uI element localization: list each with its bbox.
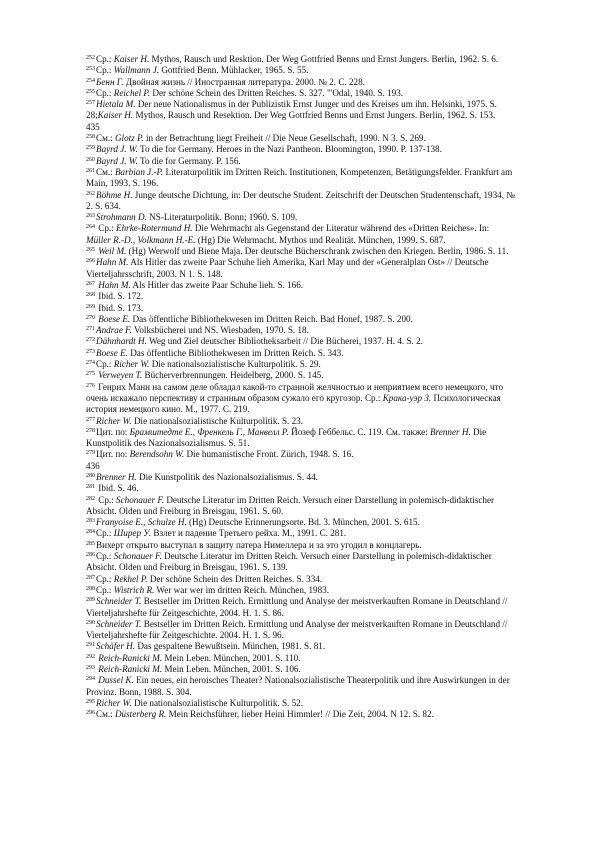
footnote	[86, 223, 516, 246]
footnote-number: 279	[86, 450, 95, 457]
footnote-number: 288	[86, 585, 95, 592]
footnote-text: Mein Reichsführer, lieber Heini Himmler! // Die Zeit, 2004. N 12. S. 82.	[166, 709, 434, 720]
footnote-text: Das gespaltene Bewußtsein. München, 1981. S. 81.	[135, 641, 326, 652]
footnote-number: 268	[86, 292, 95, 299]
footnote-author: Brenner H.	[430, 426, 471, 437]
footnote-text: Das öffentliche Bibliothekwesen im Dritten Reich. Bad Honef, 1987. S. 200.	[130, 313, 413, 324]
footnote	[86, 416, 516, 427]
footnote-number: 258	[86, 134, 95, 141]
footnote-number: 281	[86, 484, 95, 491]
footnote-number: 264	[86, 224, 95, 231]
footnote	[86, 348, 516, 359]
footnote	[86, 212, 516, 223]
footnote	[86, 653, 516, 664]
footnote-text: NS-Literaturpolitik. Bonn; 1960. S. 109.	[146, 212, 298, 223]
footnote-author: Wistrich R.	[113, 584, 155, 595]
footnote-author: Boese E.	[98, 313, 131, 324]
footnote-text: Bücherverbrennungen. Heidelberg, 2000. S. 145.	[142, 370, 324, 381]
footnote-text: Deutsche Literatur im Dritten Reich. Versuch einer Darstellung in polemisch-didaktischer Absicht. Olden und Freiburg in Breisgau, 1961. S. 60.	[86, 494, 495, 516]
footnote-author: Glotz P.	[114, 133, 144, 144]
footnote-author: Schneider T.	[96, 596, 142, 607]
footnote	[86, 280, 516, 291]
footnote	[86, 291, 516, 302]
footnote-number: 255	[86, 88, 95, 95]
footnote-text: Als Hitler das zweite Paar Schuhe lieh. S. 166.	[130, 279, 304, 290]
footnote-author: Ширер У.	[113, 528, 152, 539]
footnote-prefix: См.:	[96, 709, 115, 720]
footnote-number: 277	[86, 416, 95, 423]
footnote-text: Die nationalsozialistische Kulturpolitik. S. 52.	[131, 697, 303, 708]
footnote-prefix: Цит. по:	[96, 426, 130, 437]
footnote-text: Mein Leben. München, 2001. S. 106.	[162, 664, 301, 675]
footnote-text: Ein neues, ein heroisches Theater? Nationalsozialistische Theaterpolitik und ihre Auswirkungen in der Provinz. Bonn, 1988. S. 304.	[86, 675, 510, 697]
footnote-author: Hietala M.	[96, 99, 136, 110]
footnote-number: 286	[86, 552, 95, 559]
footnote-text: in der Betrachtung liegt Freiheit // Die Neue Gesellschaft, 1990. N 3. S. 269.	[143, 133, 426, 144]
footnote-number: 282	[86, 495, 95, 502]
footnote	[86, 99, 516, 122]
footnote-number: 285	[86, 540, 95, 547]
footnote-author: Düsterberg R.	[114, 709, 167, 720]
footnote-number: 273	[86, 348, 95, 355]
footnote-author: Dussel K.	[98, 675, 134, 686]
footnote-text: Die Kunstpolitik des Nazionalsozialismus. S. 44.	[136, 471, 318, 482]
footnote-author: Boese E.	[96, 347, 128, 358]
footnote-author: Schäfer H.	[96, 641, 136, 652]
footnote	[86, 427, 516, 450]
footnote-number: 289	[86, 597, 95, 604]
footnote-number: 252	[86, 55, 95, 61]
footnote-text: Психологическая история немецкого кино. М., 1977. С. 219.	[86, 392, 501, 415]
footnote	[86, 54, 516, 65]
footnote-number: 259	[86, 145, 95, 152]
footnote-text: Mythos, Rausch und Resktion. Der Weg Gottfried Benns und Ernst Jungers. Berlin, 1962. S. 6.	[149, 54, 499, 64]
footnote-number: 253	[86, 66, 95, 73]
footnote	[86, 167, 516, 190]
footnote-author: Berendsohn W.	[129, 449, 185, 460]
footnote-author: Böhme H.	[96, 189, 133, 200]
footnote-number: 293	[86, 665, 95, 672]
footnote-number: 272	[86, 337, 95, 344]
footnote-author: Крака-уэр З.	[382, 392, 432, 403]
footnote-text: Mythos, Rausch und Resektion. Der Weg Gottfried Benns und Ernst Jungers. Berlin, 1962. S. 153.	[133, 110, 496, 121]
footnote	[86, 528, 516, 539]
footnote-text: Mein Leben. München, 2001. S. 110.	[162, 652, 301, 663]
footnote	[86, 65, 516, 76]
footnote-number: 275	[86, 371, 95, 378]
footnote-prefix: Ср.:	[96, 528, 114, 539]
footnote-number: 278	[86, 427, 95, 434]
footnote-text: (Hg) Deutsche Erinnerungsorte. Bd. 3. München, 2001. S. 615.	[186, 517, 420, 528]
footnote-prefix: Ibid. S. 46.	[96, 483, 139, 494]
footnote-prefix: Ср.:	[96, 494, 117, 505]
footnote-text: Der schöne Schein des Dritten Reiches. S. 327. "'Odal, 1940. S. 193.	[150, 87, 404, 98]
footnote-text: Der schöne Schein des Dritten Reiches. S. 334.	[147, 573, 323, 584]
page-number: 435	[86, 121, 100, 132]
footnote-number: 291	[86, 642, 95, 649]
footnote-prefix: Ср.:	[96, 54, 114, 64]
footnote-number: 263	[86, 213, 95, 220]
footnote-prefix: См.:	[96, 133, 115, 144]
footnote	[86, 495, 516, 518]
footnote	[86, 483, 516, 494]
footnote-prefix: Цит. по:	[96, 449, 130, 460]
footnote-prefix: Ср.:	[96, 584, 114, 595]
footnote	[86, 359, 516, 370]
footnote-number: 261	[86, 167, 95, 174]
footnote	[86, 574, 516, 585]
footnote	[86, 257, 516, 280]
footnote-author: Rekhel P.	[113, 573, 148, 584]
footnote	[86, 449, 516, 460]
footnote	[86, 144, 516, 155]
footnote-author: Verweyen T.	[98, 370, 143, 381]
footnote	[86, 472, 516, 483]
footnote-text: Die nationalsozialistische Kulturpolitik. S. 29.	[149, 359, 321, 370]
footnote-text: Die Kunstpolitik des Nazionalsozialismus. S. 51.	[86, 426, 487, 449]
footnote	[86, 382, 516, 416]
footnote-text: Literaturpolitik im Dritten Reich. Institutionen, Kompetenzen, Betätigungsfelder. Frankfurt am Main, 1993. S. 196.	[86, 166, 513, 189]
footnote-author: Брамштедте Е., Френкель Г., Манвелл Р.	[129, 426, 289, 437]
footnote	[86, 551, 516, 574]
footnote-text: Der neue Nationalismus in der Publizistik Ernst Junger und des Kreises um ihn. Helsinki, 1975. S. 28;	[86, 99, 497, 121]
footnote-text: Двойная жизнь // Иностранная литература. 2000. № 2. С. 228.	[123, 76, 365, 87]
footnote-number: 276	[86, 382, 95, 389]
footnote	[86, 246, 516, 257]
footnote	[86, 517, 516, 528]
footnote-author: Schneider T.	[96, 618, 142, 629]
footnote-text: Gottfried Benn. Mühlacker, 1965. S. 55.	[159, 65, 309, 76]
footnote-text: Volksbücherei und NS. Wiesbaden, 1970. S. 18.	[131, 325, 309, 336]
footnote	[86, 133, 516, 144]
footnote-number: 266	[86, 258, 95, 265]
footnote-number: 260	[86, 156, 95, 163]
footnote	[86, 698, 516, 709]
footnote-text: (Hg) Werwolf und Biene Maja. Der deutsche Bücherschrank zwischen den Kriegen. Berlin, 1986. S. 11.	[126, 246, 509, 257]
footnote	[86, 77, 516, 88]
footnote-author: Schonauer F.	[116, 494, 165, 505]
footnote	[86, 370, 516, 381]
footnote-number: 290	[86, 619, 95, 626]
footnote	[86, 325, 516, 336]
footnote	[86, 303, 516, 314]
footnote	[86, 619, 516, 642]
footnote-prefix: Ibid. S. 173.	[96, 302, 144, 313]
footnote-number: 254	[86, 77, 95, 84]
footnote-text: (Hg) Die Wehrmacht. Mythos und Realität. München, 1999. S. 687.	[195, 234, 446, 245]
footnote-prefix: Ср.:	[96, 65, 114, 76]
footnote-author: Andrae F.	[96, 325, 132, 336]
footnote	[86, 709, 516, 720]
footnote-number: 270	[86, 314, 95, 321]
footnote-author: Reich-Ranicki M.	[98, 652, 163, 663]
footnote	[86, 156, 516, 167]
footnote-number: 274	[86, 360, 95, 367]
footnote-prefix: См.:	[96, 166, 115, 177]
footnote-author: Reich-Ranicki M.	[98, 664, 163, 675]
footnote-number: 292	[86, 653, 95, 660]
footnote-author: Hahn M.	[98, 279, 131, 290]
footnote	[86, 88, 516, 99]
footnote-number: 269	[86, 303, 95, 310]
footnote-author: Dähnhardt H.	[96, 336, 147, 347]
footnote-number: 283	[86, 518, 95, 525]
page-number: 436	[86, 460, 100, 471]
footnote-author: Barbian J.-P.	[114, 166, 164, 177]
footnote-author: Müller R.-D., Volkmann H.-E.	[86, 234, 196, 245]
footnote-text: Als Hitler das zweite Paar Schuhe lieh Amerika, Karl May und der «Generalplan Ost» // Deutsche Vierteljahrsschrift, 2003. N 1. S. 148.	[86, 257, 489, 279]
footnote-author: Brenner H.	[96, 471, 137, 482]
footnote-text: Взлет и падение Третьего рейха. М., 1991. С. 281.	[151, 528, 347, 539]
footnote-prefix: Ibid. S. 172.	[96, 291, 144, 302]
footnote-text: Йозеф Геббельс. С. 119. См. также:	[288, 426, 431, 437]
footnote-text: Das öffentliche Bibliothekwesen im Dritten Reich. S. 343.	[127, 347, 344, 358]
footnote-prefix: Ср.:	[96, 87, 114, 98]
footnote-text: Deutsche Literatur im Dritten Reich. Versuch einer Darstellung in polemisch-didaktischer Absicht. Olden und Freiburg in Breisgau, 1961. S. 139.	[86, 551, 492, 573]
footnote-number: 295	[86, 698, 95, 705]
footnote-prefix: Вихерт открыто выступал в защиту патера Нимеллера и за это угодил в концлагерь.	[96, 539, 422, 550]
footnote-number: 294	[86, 676, 95, 683]
footnote-text: To die for Germany. P. 156.	[137, 155, 241, 166]
footnote-number: 257	[86, 100, 95, 107]
footnote-text: Weg und Ziel deutscher Bibliotheksarbeit // Die Bücherei, 1937. H. 4. S. 2.	[146, 336, 423, 347]
footnote-author: Bayrd J. W.	[96, 144, 138, 155]
footnote-text: Wer war wer im dritten Reich. München, 1983.	[154, 584, 330, 595]
footnote-prefix: Ср.:	[96, 573, 114, 584]
footnote-prefix: Генрих Манн на самом деле обладал какой-то странной желчностью и неприятием всего немецкого, что очень искажало перспективу и странным образом сужало его кругозор. Ср.:	[86, 381, 504, 403]
footnote-prefix: Ср.:	[96, 551, 114, 562]
footnote-text: Die nationalsozialistische Kulturpolitik. S. 23.	[131, 415, 303, 426]
footnote	[86, 585, 516, 596]
footnote-author: Бенн Г.	[96, 76, 124, 87]
footnote-number: 296	[86, 710, 95, 717]
footnote	[86, 336, 516, 347]
footnote-number: 271	[86, 326, 95, 333]
footnote-number: 265	[86, 247, 95, 254]
footnote	[86, 314, 516, 325]
footnote-text: Bestseller im Dritten Reich. Ermittlung und Analyse der meistverkauften Romane in Deutschland // Vierteljahrshefte für Zeitgeschichte. 2004. H. 1. S. 96.	[86, 618, 508, 641]
footnote	[86, 641, 516, 652]
footnote-number: 267	[86, 280, 95, 287]
footnote-number: 287	[86, 574, 95, 581]
footnote-author: Schonauer F.	[113, 551, 162, 562]
footnote-author: Kaiser H.	[97, 110, 134, 121]
footnote-author: Bayrd J. W.	[96, 155, 138, 166]
footnote-number: 262	[86, 190, 95, 197]
footnote-author: Richer W.	[96, 697, 132, 708]
footnote-number: 284	[86, 529, 95, 536]
footnote-author: Reichel P.	[113, 87, 151, 98]
footnote-author: Wallmann J.	[113, 65, 160, 76]
footnote	[86, 596, 516, 619]
footnote-number: 280	[86, 472, 95, 479]
footnote-author: Strohmann D.	[96, 212, 147, 223]
footnote-text: Die humanistische Front. Zürich, 1948. S. 16.	[184, 449, 354, 460]
footnote	[86, 675, 516, 698]
footnote-author: Ehrke-Rotermund H.	[116, 223, 193, 234]
footnote-author: Hahn M.	[96, 257, 129, 268]
footnote-author: Richer W.	[96, 415, 132, 426]
footnote	[86, 540, 516, 551]
footnote	[86, 664, 516, 675]
footnote-author: Kaiser H.	[113, 54, 150, 64]
footnote-prefix: Ср.:	[96, 359, 114, 370]
footnote-author: Franyoise E., Schulze H.	[96, 517, 187, 528]
footnote-author: Richer W.	[113, 359, 150, 370]
footnote-text: To die for Germany. Heroes in the Nazi Pantheon. Bloomington, 1990. P. 137-138.	[137, 144, 442, 155]
footnote-text: Junge deutsche Dichtung, in: Der deutsche Student. Zeitschrift der Deutschen Studentenschaft, 1934, № 2. S. 634.	[86, 189, 515, 211]
footnote-text: Die Wehrmacht als Gegenstand der Literatur während des «Dritten Reiches». In:	[192, 223, 490, 234]
footnote-prefix: Ср.:	[96, 223, 117, 234]
footnote-text: Bestseller im Dritten Reich. Ermittlung und Analyse der meistverkauften Romane in Deutschland // Vierteljahrshefte für Zeitgeschichte, 2004. H. 1. S. 86.	[86, 596, 508, 618]
footnote-author: Weil M.	[98, 246, 127, 257]
footnote	[86, 190, 516, 213]
